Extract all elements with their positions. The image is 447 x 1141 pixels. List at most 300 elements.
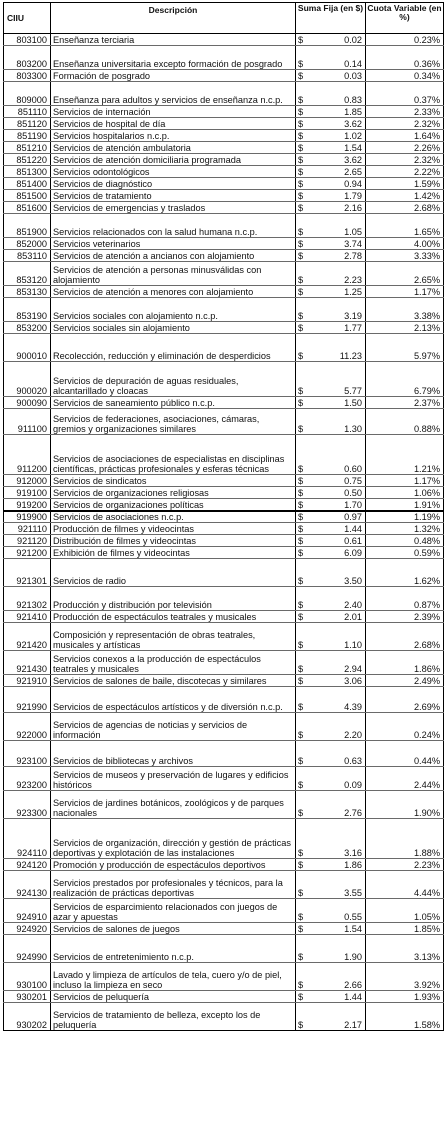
description-cell: Servicios de atención a ancianos con alojamiento	[51, 250, 296, 262]
cuota-variable-cell: 1.21%	[366, 435, 444, 475]
ciiu-code-cell: 921990	[4, 687, 51, 713]
cuota-variable-cell: 3.38%	[366, 298, 444, 322]
table-row	[4, 178, 444, 190]
table-row	[4, 871, 444, 899]
cuota-variable-cell: 1.32%	[366, 523, 444, 535]
table-row	[4, 334, 444, 362]
ciiu-code-cell: 851900	[4, 214, 51, 238]
table-row	[4, 859, 444, 871]
cuota-variable-cell: 2.32%	[366, 154, 444, 166]
suma-fija-cell: 11.23	[310, 334, 366, 362]
table-row	[4, 409, 444, 435]
table-row	[4, 106, 444, 118]
currency-symbol-cell: $	[296, 130, 310, 142]
cuota-variable-cell: 0.88%	[366, 409, 444, 435]
suma-fija-cell: 0.09	[310, 767, 366, 791]
ciiu-code-cell: 851400	[4, 178, 51, 190]
description-cell: Servicios de internación	[51, 106, 296, 118]
table-header-row	[4, 3, 444, 34]
table-row	[4, 535, 444, 547]
currency-symbol-cell: $	[296, 70, 310, 82]
ciiu-code-cell: 930201	[4, 991, 51, 1003]
currency-symbol-cell: $	[296, 523, 310, 535]
description-cell: Servicios de asociaciones de especialistas en disciplinas científicas, prácticas profesionales y esferas técnicas	[51, 435, 296, 475]
suma-fija-cell: 5.77	[310, 362, 366, 397]
description-cell: Enseñanza terciaria	[51, 34, 296, 46]
ciiu-code-cell: 923100	[4, 741, 51, 767]
cuota-variable-cell: 0.48%	[366, 535, 444, 547]
currency-symbol-cell: $	[296, 298, 310, 322]
suma-fija-cell: 0.83	[310, 82, 366, 106]
ciiu-code-cell: 911100	[4, 409, 51, 435]
currency-symbol-cell: $	[296, 935, 310, 963]
suma-fija-cell: 2.01	[310, 611, 366, 623]
cuota-variable-cell: 2.49%	[366, 675, 444, 687]
table-row	[4, 397, 444, 409]
table-row	[4, 675, 444, 687]
table-row	[4, 475, 444, 487]
description-cell: Servicios sociales con alojamiento n.c.p.	[51, 298, 296, 322]
table-row	[4, 166, 444, 178]
table-row	[4, 651, 444, 675]
suma-fija-cell: 3.16	[310, 819, 366, 859]
ciiu-code-cell: 853200	[4, 322, 51, 334]
header-suma-fija: Suma Fija (en $)	[296, 3, 366, 34]
header-descripcion: Descripción	[51, 3, 296, 34]
cuota-variable-cell: 2.26%	[366, 142, 444, 154]
cuota-variable-cell: 1.62%	[366, 559, 444, 587]
description-cell: Distribución de filmes y videocintas	[51, 535, 296, 547]
suma-fija-cell: 1.30	[310, 409, 366, 435]
ciiu-code-cell: 809000	[4, 82, 51, 106]
currency-symbol-cell: $	[296, 713, 310, 741]
cuota-variable-cell: 6.79%	[366, 362, 444, 397]
cuota-variable-cell: 1.85%	[366, 923, 444, 935]
suma-fija-cell: 2.65	[310, 166, 366, 178]
cuota-variable-cell: 0.87%	[366, 587, 444, 611]
suma-fija-cell: 2.20	[310, 713, 366, 741]
currency-symbol-cell: $	[296, 499, 310, 511]
cuota-variable-cell: 1.05%	[366, 899, 444, 923]
cuota-variable-cell: 3.33%	[366, 250, 444, 262]
description-cell: Servicios de atención domiciliaria programada	[51, 154, 296, 166]
table-row	[4, 154, 444, 166]
cuota-variable-cell: 1.42%	[366, 190, 444, 202]
description-cell: Servicios odontológicos	[51, 166, 296, 178]
table-row	[4, 611, 444, 623]
ciiu-code-cell: 919200	[4, 499, 51, 511]
ciiu-code-cell: 921410	[4, 611, 51, 623]
ciiu-code-cell: 851500	[4, 190, 51, 202]
description-cell: Servicios de tratamiento	[51, 190, 296, 202]
cuota-variable-cell: 2.68%	[366, 623, 444, 651]
cuota-variable-cell: 2.23%	[366, 859, 444, 871]
currency-symbol-cell: $	[296, 963, 310, 991]
suma-fija-cell: 3.19	[310, 298, 366, 322]
description-cell: Servicios veterinarios	[51, 238, 296, 250]
currency-symbol-cell: $	[296, 154, 310, 166]
table-row	[4, 1003, 444, 1031]
currency-symbol-cell: $	[296, 859, 310, 871]
ciiu-code-cell: 851220	[4, 154, 51, 166]
cuota-variable-cell: 3.92%	[366, 963, 444, 991]
currency-symbol-cell: $	[296, 741, 310, 767]
ciiu-code-cell: 923200	[4, 767, 51, 791]
currency-symbol-cell: $	[296, 214, 310, 238]
currency-symbol-cell: $	[296, 1003, 310, 1031]
table-body	[4, 34, 444, 1031]
ciiu-code-cell: 924110	[4, 819, 51, 859]
suma-fija-cell: 0.60	[310, 435, 366, 475]
cuota-variable-cell: 2.37%	[366, 397, 444, 409]
ciiu-code-cell: 919900	[4, 511, 51, 523]
cuota-variable-cell: 0.23%	[366, 34, 444, 46]
table-row	[4, 487, 444, 499]
suma-fija-cell: 0.03	[310, 70, 366, 82]
ciiu-code-cell: 911200	[4, 435, 51, 475]
table-row	[4, 286, 444, 298]
table-row	[4, 250, 444, 262]
currency-symbol-cell: $	[296, 178, 310, 190]
currency-symbol-cell: $	[296, 118, 310, 130]
description-cell: Servicios de peluquería	[51, 991, 296, 1003]
description-cell: Servicios de salones de baile, discotecas y similares	[51, 675, 296, 687]
currency-symbol-cell: $	[296, 487, 310, 499]
suma-fija-cell: 0.14	[310, 46, 366, 70]
table-row	[4, 130, 444, 142]
cuota-variable-cell: 2.44%	[366, 767, 444, 791]
ciiu-code-cell: 921301	[4, 559, 51, 587]
ciiu-code-cell: 921910	[4, 675, 51, 687]
suma-fija-cell: 3.74	[310, 238, 366, 250]
cuota-variable-cell: 0.34%	[366, 70, 444, 82]
description-cell: Servicios de organizaciones religiosas	[51, 487, 296, 499]
suma-fija-cell: 1.54	[310, 142, 366, 154]
description-cell: Servicios de asociaciones n.c.p.	[51, 511, 296, 523]
suma-fija-cell: 1.79	[310, 190, 366, 202]
cuota-variable-cell: 4.00%	[366, 238, 444, 250]
table-row	[4, 190, 444, 202]
currency-symbol-cell: $	[296, 46, 310, 70]
ciiu-code-cell: 851300	[4, 166, 51, 178]
currency-symbol-cell: $	[296, 623, 310, 651]
table-row	[4, 34, 444, 46]
table-row	[4, 70, 444, 82]
cuota-variable-cell: 0.24%	[366, 713, 444, 741]
table-row	[4, 547, 444, 559]
table-row	[4, 559, 444, 587]
cuota-variable-cell: 2.69%	[366, 687, 444, 713]
description-cell: Enseñanza para adultos y servicios de enseñanza n.c.p.	[51, 82, 296, 106]
suma-fija-cell: 1.70	[310, 499, 366, 511]
ciiu-code-cell: 923300	[4, 791, 51, 819]
suma-fija-cell: 1.44	[310, 523, 366, 535]
suma-fija-cell: 0.94	[310, 178, 366, 190]
suma-fija-cell: 2.66	[310, 963, 366, 991]
cuota-variable-cell: 2.68%	[366, 202, 444, 214]
description-cell: Servicios conexos a la producción de espectáculos teatrales y musicales	[51, 651, 296, 675]
cuota-variable-cell: 1.64%	[366, 130, 444, 142]
description-cell: Servicios de salones de juegos	[51, 923, 296, 935]
suma-fija-cell: 4.39	[310, 687, 366, 713]
description-cell: Servicios de atención a menores con alojamiento	[51, 286, 296, 298]
cuota-variable-cell: 1.58%	[366, 1003, 444, 1031]
description-cell: Promoción y producción de espectáculos deportivos	[51, 859, 296, 871]
currency-symbol-cell: $	[296, 238, 310, 250]
table-row	[4, 623, 444, 651]
cuota-variable-cell: 1.06%	[366, 487, 444, 499]
currency-symbol-cell: $	[296, 547, 310, 559]
description-cell: Servicios de depuración de aguas residuales, alcantarillado y cloacas	[51, 362, 296, 397]
table-row	[4, 202, 444, 214]
table-row	[4, 262, 444, 286]
cuota-variable-cell: 1.17%	[366, 475, 444, 487]
ciiu-code-cell: 924130	[4, 871, 51, 899]
suma-fija-cell: 1.44	[310, 991, 366, 1003]
currency-symbol-cell: $	[296, 475, 310, 487]
description-cell: Servicios de agencias de noticias y servicios de información	[51, 713, 296, 741]
table-row	[4, 713, 444, 741]
suma-fija-cell: 0.55	[310, 899, 366, 923]
cuota-variable-cell: 2.22%	[366, 166, 444, 178]
header-cuota-variable: Cuota Variable (en %)	[366, 3, 444, 34]
table-row	[4, 741, 444, 767]
table-row	[4, 214, 444, 238]
description-cell: Servicios de espectáculos artísticos y de diversión n.c.p.	[51, 687, 296, 713]
table-row	[4, 923, 444, 935]
cuota-variable-cell: 1.86%	[366, 651, 444, 675]
tariff-table	[3, 2, 444, 1031]
ciiu-code-cell: 912000	[4, 475, 51, 487]
currency-symbol-cell: $	[296, 687, 310, 713]
currency-symbol-cell: $	[296, 82, 310, 106]
cuota-variable-cell: 2.65%	[366, 262, 444, 286]
description-cell: Producción y distribución por televisión	[51, 587, 296, 611]
table-row	[4, 238, 444, 250]
suma-fija-cell: 0.61	[310, 535, 366, 547]
ciiu-code-cell: 851600	[4, 202, 51, 214]
description-cell: Servicios de bibliotecas y archivos	[51, 741, 296, 767]
description-cell: Servicios hospitalarios n.c.p.	[51, 130, 296, 142]
currency-symbol-cell: $	[296, 587, 310, 611]
currency-symbol-cell: $	[296, 535, 310, 547]
currency-symbol-cell: $	[296, 991, 310, 1003]
currency-symbol-cell: $	[296, 511, 310, 523]
ciiu-code-cell: 930100	[4, 963, 51, 991]
ciiu-code-cell: 930202	[4, 1003, 51, 1031]
cuota-variable-cell: 4.44%	[366, 871, 444, 899]
suma-fija-cell: 2.40	[310, 587, 366, 611]
suma-fija-cell: 2.78	[310, 250, 366, 262]
suma-fija-cell: 1.02	[310, 130, 366, 142]
suma-fija-cell: 1.90	[310, 935, 366, 963]
description-cell: Servicios de atención a personas minusválidas con alojamiento	[51, 262, 296, 286]
cuota-variable-cell: 1.65%	[366, 214, 444, 238]
ciiu-code-cell: 803100	[4, 34, 51, 46]
table-row	[4, 935, 444, 963]
currency-symbol-cell: $	[296, 409, 310, 435]
suma-fija-cell: 6.09	[310, 547, 366, 559]
cuota-variable-cell: 2.32%	[366, 118, 444, 130]
currency-symbol-cell: $	[296, 767, 310, 791]
suma-fija-cell: 1.25	[310, 286, 366, 298]
cuota-variable-cell: 5.97%	[366, 334, 444, 362]
header-ciiu: CIIU	[4, 3, 51, 34]
suma-fija-cell: 1.05	[310, 214, 366, 238]
ciiu-code-cell: 900020	[4, 362, 51, 397]
ciiu-code-cell: 924120	[4, 859, 51, 871]
currency-symbol-cell: $	[296, 362, 310, 397]
currency-symbol-cell: $	[296, 397, 310, 409]
ciiu-code-cell: 921110	[4, 523, 51, 535]
suma-fija-cell: 3.62	[310, 154, 366, 166]
suma-fija-cell: 2.76	[310, 791, 366, 819]
description-cell: Servicios de esparcimiento relacionados con juegos de azar y apuestas	[51, 899, 296, 923]
suma-fija-cell: 1.86	[310, 859, 366, 871]
description-cell: Exhibición de filmes y videocintas	[51, 547, 296, 559]
currency-symbol-cell: $	[296, 202, 310, 214]
cuota-variable-cell: 1.90%	[366, 791, 444, 819]
cuota-variable-cell: 0.37%	[366, 82, 444, 106]
currency-symbol-cell: $	[296, 334, 310, 362]
description-cell: Servicios sociales sin alojamiento	[51, 322, 296, 334]
currency-symbol-cell: $	[296, 559, 310, 587]
description-cell: Servicios de hospital de día	[51, 118, 296, 130]
currency-symbol-cell: $	[296, 106, 310, 118]
currency-symbol-cell: $	[296, 286, 310, 298]
currency-symbol-cell: $	[296, 871, 310, 899]
cuota-variable-cell: 0.59%	[366, 547, 444, 559]
currency-symbol-cell: $	[296, 819, 310, 859]
currency-symbol-cell: $	[296, 166, 310, 178]
table-row	[4, 587, 444, 611]
table-row	[4, 963, 444, 991]
currency-symbol-cell: $	[296, 190, 310, 202]
description-cell: Servicios de sindicatos	[51, 475, 296, 487]
description-cell: Servicios de organización, dirección y gestión de prácticas deportivas y explotación de las instalaciones	[51, 819, 296, 859]
currency-symbol-cell: $	[296, 923, 310, 935]
suma-fija-cell: 0.02	[310, 34, 366, 46]
cuota-variable-cell: 2.39%	[366, 611, 444, 623]
table-row	[4, 791, 444, 819]
ciiu-code-cell: 900090	[4, 397, 51, 409]
description-cell: Formación de posgrado	[51, 70, 296, 82]
ciiu-code-cell: 921302	[4, 587, 51, 611]
suma-fija-cell: 3.06	[310, 675, 366, 687]
suma-fija-cell: 3.55	[310, 871, 366, 899]
table-row	[4, 899, 444, 923]
currency-symbol-cell: $	[296, 651, 310, 675]
description-cell: Servicios relacionados con la salud humana n.c.p.	[51, 214, 296, 238]
table-row	[4, 499, 444, 511]
ciiu-code-cell: 803200	[4, 46, 51, 70]
suma-fija-cell: 1.85	[310, 106, 366, 118]
description-cell: Composición y representación de obras teatrales, musicales y artísticas	[51, 623, 296, 651]
description-cell: Servicios de atención ambulatoria	[51, 142, 296, 154]
table-row	[4, 511, 444, 523]
ciiu-code-cell: 924990	[4, 935, 51, 963]
ciiu-code-cell: 851120	[4, 118, 51, 130]
description-cell: Servicios de entretenimiento n.c.p.	[51, 935, 296, 963]
ciiu-code-cell: 851110	[4, 106, 51, 118]
ciiu-code-cell: 921120	[4, 535, 51, 547]
currency-symbol-cell: $	[296, 142, 310, 154]
cuota-variable-cell: 3.13%	[366, 935, 444, 963]
table-row	[4, 523, 444, 535]
table-row	[4, 687, 444, 713]
table-row	[4, 82, 444, 106]
description-cell: Servicios de jardines botánicos, zoológicos y de parques nacionales	[51, 791, 296, 819]
currency-symbol-cell: $	[296, 611, 310, 623]
ciiu-code-cell: 852000	[4, 238, 51, 250]
description-cell: Servicios de organizaciones políticas	[51, 499, 296, 511]
ciiu-code-cell: 924920	[4, 923, 51, 935]
description-cell: Lavado y limpieza de artículos de tela, cuero y/o de piel, incluso la limpieza en seco	[51, 963, 296, 991]
cuota-variable-cell: 0.44%	[366, 741, 444, 767]
ciiu-code-cell: 919100	[4, 487, 51, 499]
description-cell: Servicios de saneamiento público n.c.p.	[51, 397, 296, 409]
description-cell: Servicios de tratamiento de belleza, excepto los de peluquería	[51, 1003, 296, 1031]
description-cell: Producción de espectáculos teatrales y musicales	[51, 611, 296, 623]
description-cell: Producción de filmes y videocintas	[51, 523, 296, 535]
ciiu-code-cell: 803300	[4, 70, 51, 82]
suma-fija-cell: 2.17	[310, 1003, 366, 1031]
description-cell: Servicios prestados por profesionales y técnicos, para la realización de prácticas deportivas	[51, 871, 296, 899]
cuota-variable-cell: 1.59%	[366, 178, 444, 190]
cuota-variable-cell: 1.93%	[366, 991, 444, 1003]
suma-fija-cell: 3.62	[310, 118, 366, 130]
description-cell: Servicios de federaciones, asociaciones, cámaras, gremios y organizaciones similares	[51, 409, 296, 435]
suma-fija-cell: 1.10	[310, 623, 366, 651]
currency-symbol-cell: $	[296, 250, 310, 262]
table-row	[4, 118, 444, 130]
currency-symbol-cell: $	[296, 262, 310, 286]
suma-fija-cell: 1.50	[310, 397, 366, 409]
currency-symbol-cell: $	[296, 791, 310, 819]
table-row	[4, 991, 444, 1003]
description-cell: Servicios de radio	[51, 559, 296, 587]
table-row	[4, 435, 444, 475]
description-cell: Recolección, reducción y eliminación de desperdicios	[51, 334, 296, 362]
table-row	[4, 46, 444, 70]
table-row	[4, 767, 444, 791]
ciiu-code-cell: 851210	[4, 142, 51, 154]
cuota-variable-cell: 1.91%	[366, 499, 444, 511]
cuota-variable-cell: 0.36%	[366, 46, 444, 70]
ciiu-code-cell: 921420	[4, 623, 51, 651]
description-cell: Servicios de emergencias y traslados	[51, 202, 296, 214]
ciiu-code-cell: 921430	[4, 651, 51, 675]
suma-fija-cell: 2.23	[310, 262, 366, 286]
table-row	[4, 819, 444, 859]
suma-fija-cell: 1.77	[310, 322, 366, 334]
description-cell: Enseñanza universitaria excepto formación de posgrado	[51, 46, 296, 70]
cuota-variable-cell: 1.17%	[366, 286, 444, 298]
suma-fija-cell: 2.94	[310, 651, 366, 675]
currency-symbol-cell: $	[296, 435, 310, 475]
table-row	[4, 362, 444, 397]
cuota-variable-cell: 1.19%	[366, 511, 444, 523]
suma-fija-cell: 2.16	[310, 202, 366, 214]
suma-fija-cell: 0.63	[310, 741, 366, 767]
suma-fija-cell: 0.50	[310, 487, 366, 499]
description-cell: Servicios de diagnóstico	[51, 178, 296, 190]
ciiu-code-cell: 922000	[4, 713, 51, 741]
ciiu-code-cell: 921200	[4, 547, 51, 559]
suma-fija-cell: 1.54	[310, 923, 366, 935]
cuota-variable-cell: 1.88%	[366, 819, 444, 859]
currency-symbol-cell: $	[296, 675, 310, 687]
